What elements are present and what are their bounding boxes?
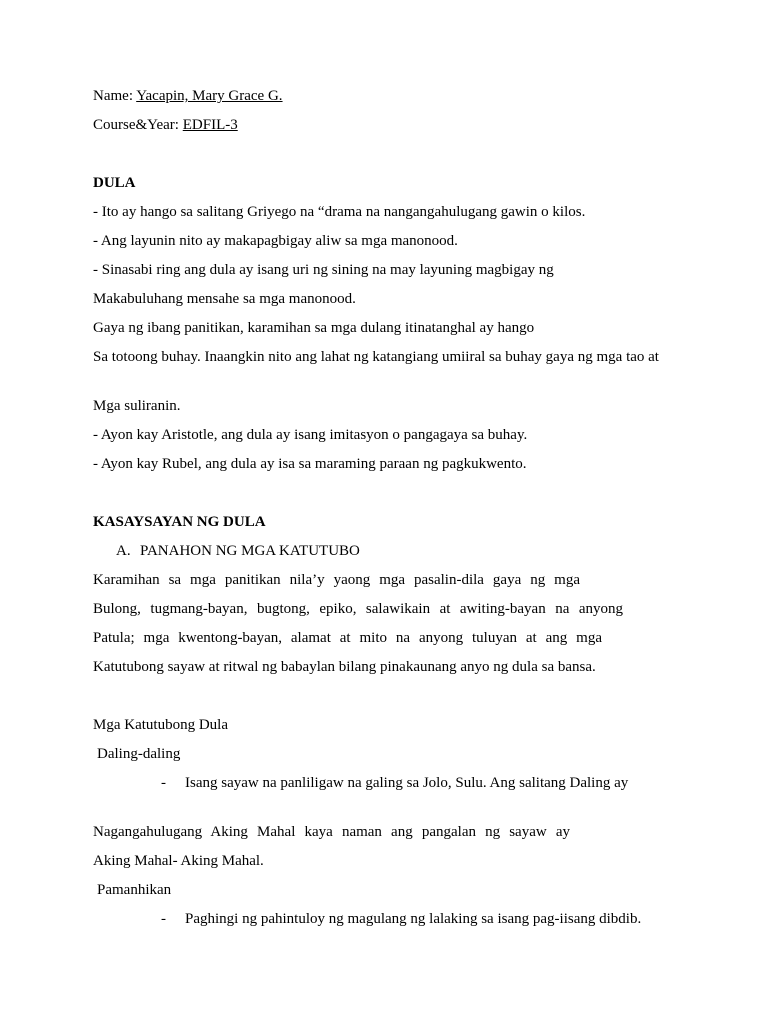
paragraph-line: Patula; mga kwentong-bayan, alamat at mito na anyong tuluyan at ang mga bbox=[93, 630, 602, 646]
paragraph-line: Gaya ng ibang panitikan, karamihan sa mga dulang itinatanghal ay hango bbox=[93, 320, 535, 336]
paragraph-line: - Ayon kay Rubel, ang dula ay isa sa maraming paraan ng pagkukwento. bbox=[93, 456, 527, 472]
course-line bbox=[93, 116, 238, 134]
paragraph-line: Aking Mahal- Aking Mahal. bbox=[93, 853, 264, 869]
paragraph-line: Makabuluhang mensahe sa mga manonood. bbox=[93, 291, 356, 307]
paragraph-line: - Ito ay hango sa salitang Griyego na “drama na nangangahulugang gawin o kilos. bbox=[93, 204, 586, 220]
paragraph-line: Mga suliranin. bbox=[93, 398, 181, 414]
course-value: EDFIL-3 bbox=[182, 117, 238, 133]
section-heading-kasaysayan: KASAYSAYAN NG DULA bbox=[93, 514, 266, 530]
paragraph-line: Karamihan sa mga panitikan nila’y yaong mga pasalin-dila gaya ng mga bbox=[93, 572, 580, 588]
bullet-text: Paghingi ng pahintuloy ng magulang ng lalaking sa isang pag-iisang dibdib. bbox=[185, 911, 642, 927]
name-value: Yacapin, Mary Grace G. bbox=[136, 88, 283, 104]
paragraph-line: - Ayon kay Aristotle, ang dula ay isang imitasyon o pangagaya sa buhay. bbox=[93, 427, 528, 443]
paragraph-line: Katutubong sayaw at ritwal ng babaylan bilang pinakaunang anyo ng dula sa bansa. bbox=[93, 659, 596, 675]
course-label: Course&Year: bbox=[93, 117, 183, 133]
name-line bbox=[93, 87, 283, 105]
paragraph-line: - Ang layunin nito ay makapagbigay aliw sa mga manonood. bbox=[93, 233, 458, 249]
paragraph-line: Nagangahulugang Aking Mahal kaya naman ang pangalan ng sayaw ay bbox=[93, 824, 570, 840]
bullet-dash: - bbox=[161, 911, 166, 927]
bullet-text: Isang sayaw na panliligaw na galing sa Jolo, Sulu. Ang salitang Daling ay bbox=[185, 775, 629, 791]
item-title-pamanhikan: Pamanhikan bbox=[97, 882, 172, 898]
item-title-daling-daling: Daling-daling bbox=[97, 746, 181, 762]
paragraph-line: Sa totoong buhay. Inaangkin nito ang lahat ng katangiang umiiral sa buhay gaya ng mga tao at bbox=[93, 349, 659, 365]
bullet-dash: - bbox=[161, 775, 166, 791]
paragraph-line: - Sinasabi ring ang dula ay isang uri ng sining na may layuning magbigay ng bbox=[93, 262, 554, 278]
section-heading-katutubong-dula: Mga Katutubong Dula bbox=[93, 717, 228, 733]
section-heading-dula: DULA bbox=[93, 175, 136, 191]
paragraph-line: Bulong, tugmang-bayan, bugtong, epiko, salawikain at awiting-bayan na anyong bbox=[93, 601, 623, 617]
name-label: Name: bbox=[93, 88, 137, 104]
subheading-letter: A. bbox=[116, 543, 131, 559]
subheading-panahon: PANAHON NG MGA KATUTUBO bbox=[140, 543, 360, 559]
